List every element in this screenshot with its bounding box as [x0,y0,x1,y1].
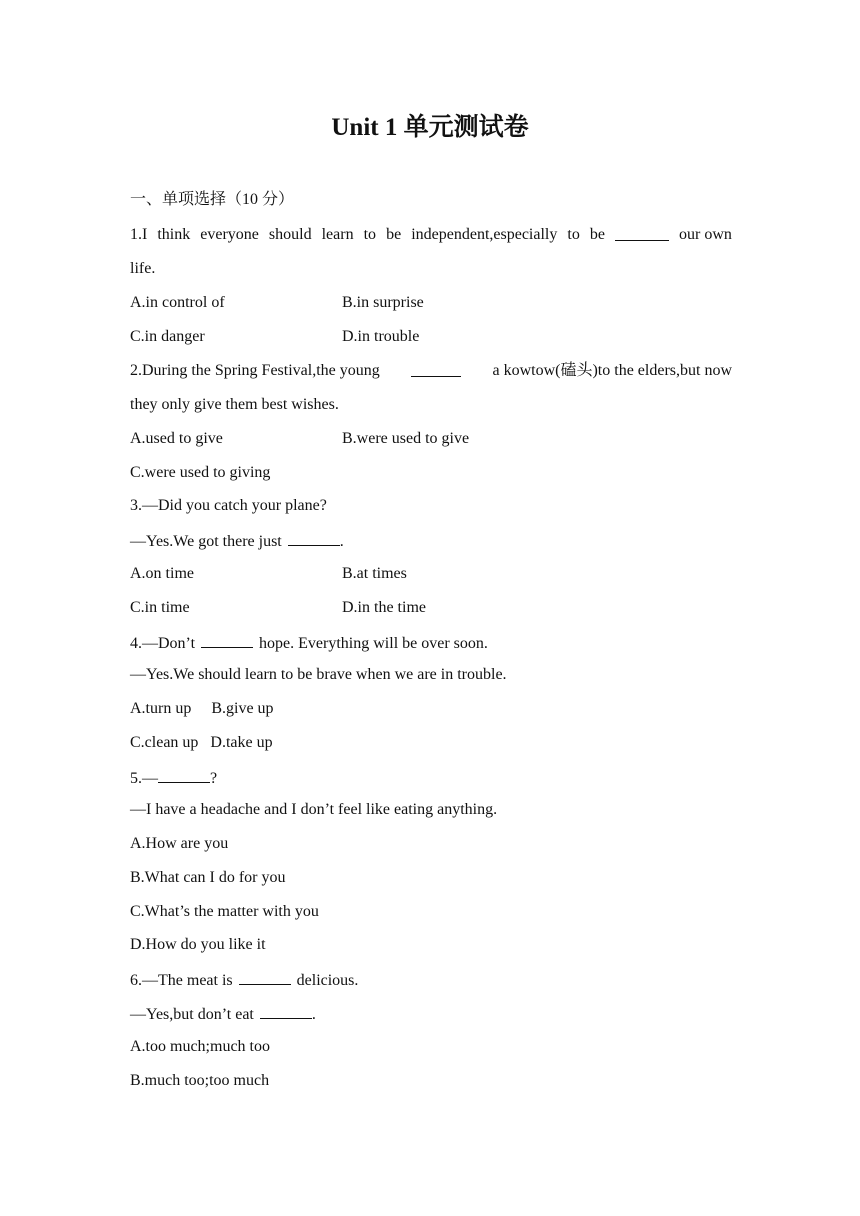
option-row: A.turn up B.give up [130,700,274,717]
option-row [130,327,420,347]
answer-blank [260,1003,312,1019]
question-3-reply: —Yes.We got there just . [130,530,344,552]
answer-blank [411,361,461,377]
page-title: Unit 1 单元测试卷 [331,114,529,141]
option-c: C.in time [130,599,190,616]
answer-blank [201,632,253,648]
option-a: A.used to give [130,430,223,447]
question-4-reply: —Yes.We should learn to be brave when we are in trouble. [130,666,507,683]
option-c: C.were used to giving [130,464,271,481]
option-c: C.in danger [130,328,205,345]
option-a: A.in control of [130,294,225,311]
question-1-stem: 1.I think everyone should learn to be independent,especially to be our own [130,226,732,243]
option-b: B.at times [342,565,407,582]
option-row [130,293,424,313]
option-d: D.How do you like it [130,936,266,953]
question-6-reply: —Yes,but don’t eat . [130,1003,316,1025]
question-1-stem-cont: life. [130,260,156,277]
answer-blank [615,225,669,241]
answer-blank [288,530,340,546]
option-a: A.too much;much too [130,1038,270,1055]
question-5-stem: 5.— ? [130,767,217,789]
question-2-stem-cont: they only give them best wishes. [130,396,339,413]
question-3-stem: 3.—Did you catch your plane? [130,497,327,514]
answer-blank [239,969,291,985]
option-b: B.in surprise [342,294,424,311]
option-b: B.were used to give [342,430,470,447]
option-c: C.What’s the matter with you [130,903,319,920]
answer-blank [158,767,210,783]
option-a: A.How are you [130,835,229,852]
option-d: D.in trouble [342,328,420,345]
option-b: B.What can I do for you [130,869,286,886]
option-a: A.on time [130,565,194,582]
option-row [130,429,470,449]
question-6-stem: 6.—The meat is delicious. [130,969,358,991]
option-row [130,564,407,584]
option-row [130,598,426,618]
question-5-reply: —I have a headache and I don’t feel like eating anything. [130,801,498,818]
option-row: C.clean up D.take up [130,734,273,751]
option-b: B.much too;too much [130,1072,270,1089]
question-2-stem: 2.During the Spring Festival,the young a kowtow(磕头)to the elders,but now [130,362,732,379]
option-d: D.in the time [342,599,426,616]
section-heading: 一、单项选择（10 分） [130,191,295,208]
question-4-stem: 4.—Don’t hope. Everything will be over soon. [130,632,488,654]
